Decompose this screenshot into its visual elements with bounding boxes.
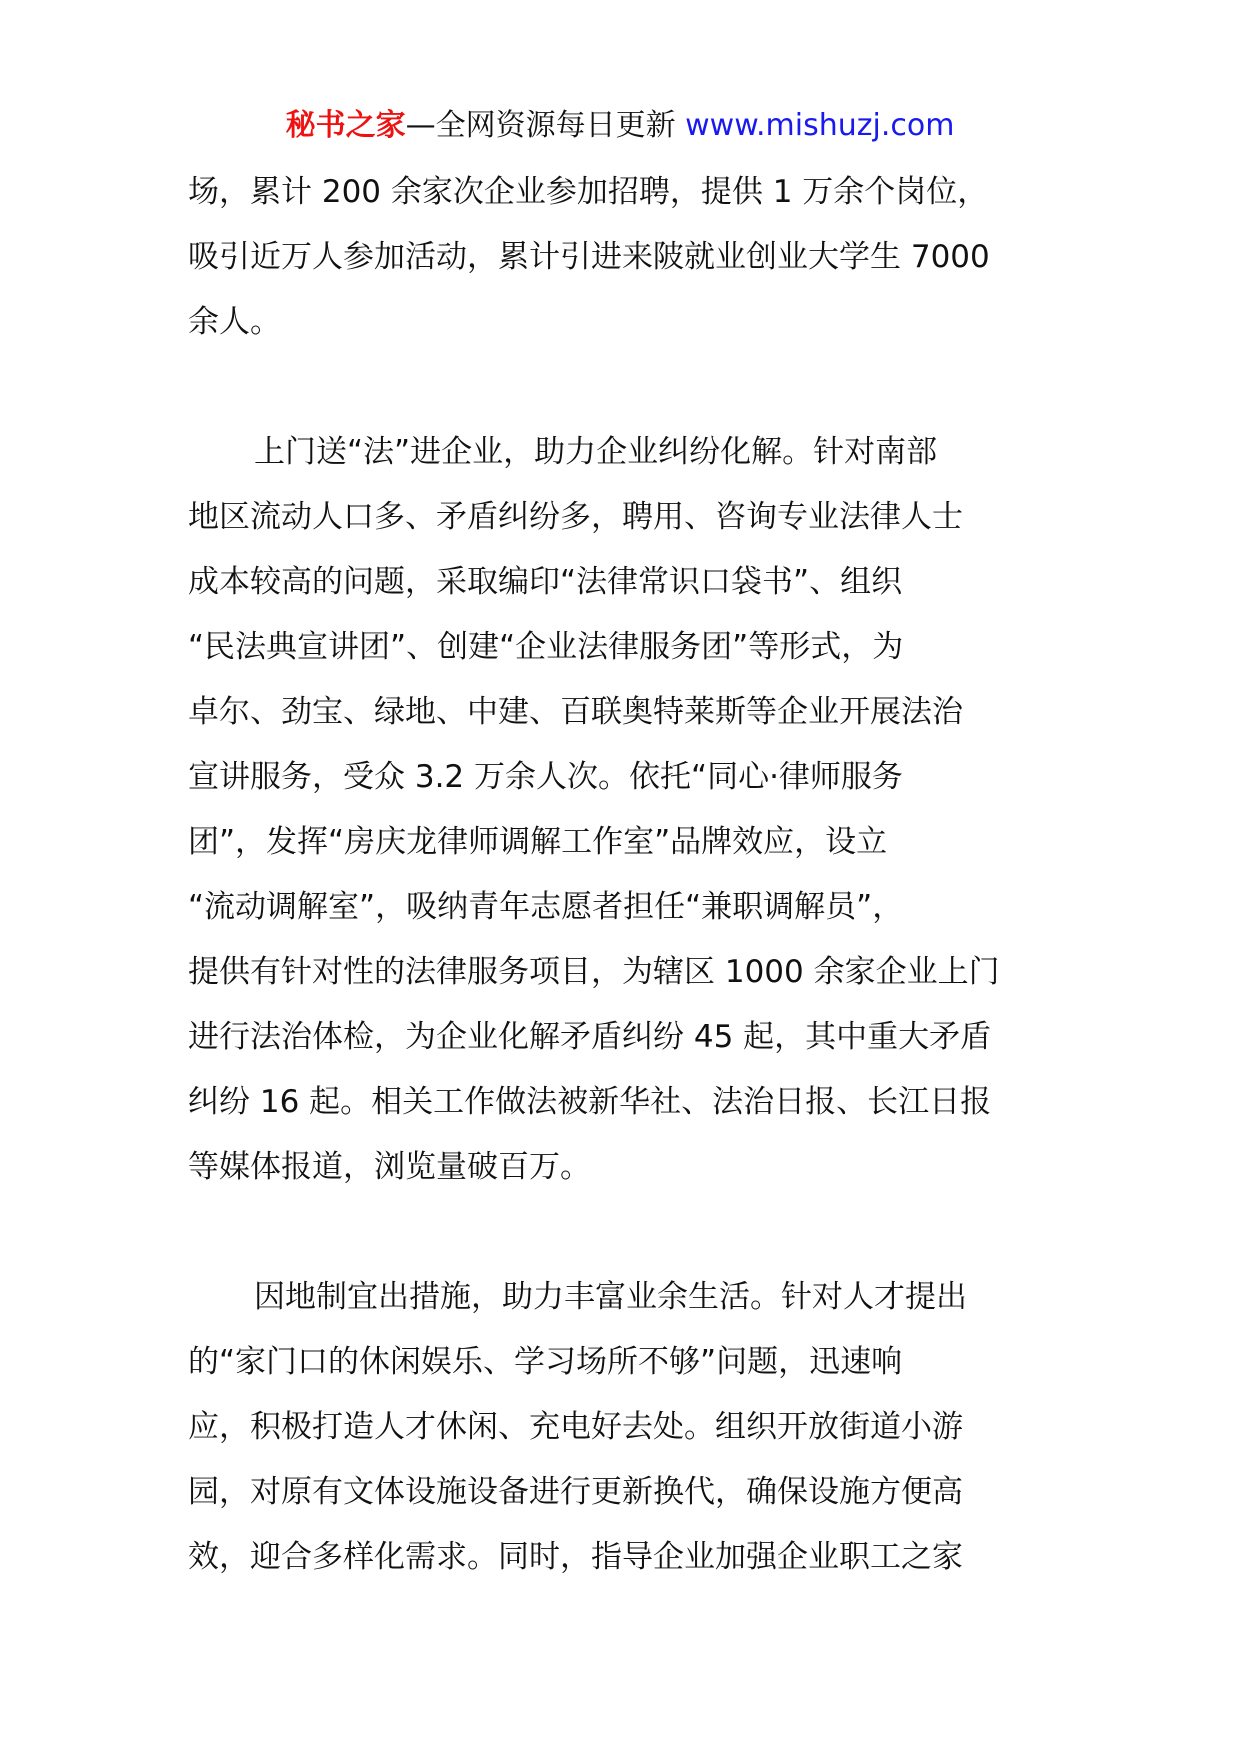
text-line: 场，累计 200 余家次企业参加招聘，提供 1 万余个岗位， — [188, 174, 989, 210]
text-line: 效，迎合多样化需求。同时，指导企业加强企业职工之家 — [188, 1539, 963, 1575]
text-line: 园，对原有文体设施设备进行更新换代，确保设施方便高 — [188, 1474, 963, 1510]
brand-name: 秘书之家 — [285, 108, 406, 143]
paragraph — [188, 160, 1058, 355]
text-line: 余人。 — [188, 304, 281, 340]
text-line: 上门送“法”进企业，助力企业纠纷化解。针对南部 — [254, 434, 938, 470]
text-line: “流动调解室”，吸纳青年志愿者担任“兼职调解员”， — [188, 889, 904, 925]
text-line: 卓尔、劲宝、绿地、中建、百联奥特莱斯等企业开展法治 — [188, 694, 963, 730]
text-line: 进行法治体检，为企业化解矛盾纠纷 45 起，其中重大矛盾 — [188, 1019, 992, 1055]
text-line: 等媒体报道，浏览量破百万。 — [188, 1149, 591, 1185]
text-line: 团”，发挥“房庆龙律师调解工作室”品牌效应，设立 — [188, 824, 888, 860]
text-line: “民法典宣讲团”、创建“企业法律服务团”等形式，为 — [188, 629, 904, 665]
text-line: 纠纷 16 起。相关工作做法被新华社、法治日报、长江日报 — [188, 1084, 992, 1120]
text-line: 宣讲服务，受众 3.2 万余人次。依托“同心·律师服务 — [188, 759, 903, 795]
paragraph — [188, 1265, 1058, 1590]
text-line: 的“家门口的休闲娱乐、学习场所不够”问题，迅速响 — [188, 1344, 903, 1380]
text-line: 提供有针对性的法律服务项目，为辖区 1000 余家企业上门 — [188, 954, 1000, 990]
text-line: 地区流动人口多、矛盾纠纷多，聘用、咨询专业法律人士 — [188, 499, 963, 535]
header-tagline: —全网资源每日更新 — [405, 108, 686, 143]
paragraph — [188, 420, 1058, 1200]
text-line: 成本较高的问题，采取编印“法律常识口袋书”、组织 — [188, 564, 903, 600]
document-body — [188, 160, 1058, 1590]
text-line: 因地制宜出措施，助力丰富业余生活。针对人才提出 — [254, 1279, 967, 1315]
text-line: 应，积极打造人才休闲、充电好去处。组织开放街道小游 — [188, 1409, 963, 1445]
text-line: 吸引近万人参加活动，累计引进来陂就业创业大学生 7000 — [188, 239, 990, 275]
paragraph-gap — [188, 1200, 1058, 1265]
paragraph-gap — [188, 355, 1058, 420]
website-link[interactable]: www.mishuzj.com — [685, 108, 955, 143]
page-header — [0, 104, 1240, 148]
